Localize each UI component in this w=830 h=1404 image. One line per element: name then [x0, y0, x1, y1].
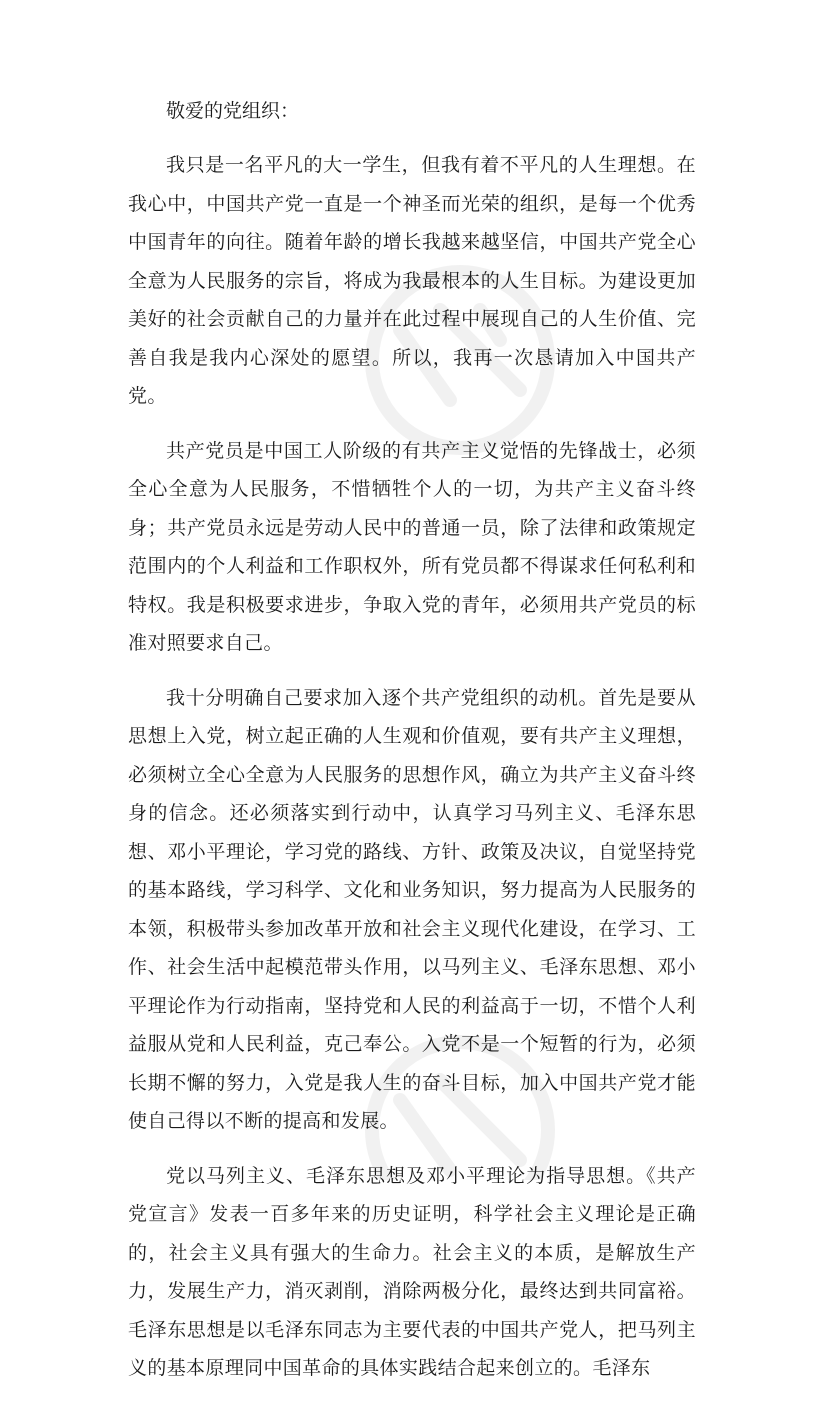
- salutation: 敬爱的党组织：: [166, 100, 300, 122]
- paragraph-4: 党以马列主义、毛泽东思想及邓小平理论为指导思想。《共产党宣言》发表一百多年来的历史证明，科学社会主义理论是正确的，社会主义具有强大的生命力。社会主义的本质，是解放生产力，发展生产力，消灭剥削，消除两极分化，最终达到共同富裕。毛泽东思想是以毛泽东同志为主要代表的中国共产党人，把马列主义的基本原理同中国革命的具体实践结合起来创立的。毛泽东: [128, 1164, 696, 1379]
- paragraph-1: 我只是一名平凡的大一学生，但我有着不平凡的人生理想。在我心中，中国共产党一直是一个神圣而光荣的组织，是每一个优秀中国青年的向往。随着年龄的增长我越来越坚信，中国共产党全心全意为人民服务的宗旨，将成为我最根本的人生目标。为建设更加美好的社会贡献自己的力量并在此过程中展现自己的人生价值、完善自我是我内心深处的愿望。所以，我再一次恳请加入中国共产党。: [128, 154, 696, 407]
- letter-body: [128, 92, 696, 1404]
- paragraph-3: 我十分明确自己要求加入逐个共产党组织的动机。首先是要从思想上入党，树立起正确的人生观和价值观，要有共产主义理想，必须树立全心全意为人民服务的思想作风，确立为共产主义奋斗终身的信念。还必须落实到行动中，认真学习马列主义、毛泽东思想、邓小平理论，学习党的路线、方针、政策及决议，自觉坚持党的基本路线，学习科学、文化和业务知识，努力提高为人民服务的本领，积极带头参加改革开放和社会主义现代化建设，在学习、工作、社会生活中起模范带头作用，以马列主义、毛泽东思想、邓小平理论作为行动指南，坚持党和人民的利益高于一切，不惜个人利益服从党和人民利益，克己奉公。入党不是一个短暂的行为，必须长期不懈的努力，入党是我人生的奋斗目标，加入中国共产党才能使自己得以不断的提高和发展。: [128, 686, 696, 1132]
- paragraph-2: 共产党员是中国工人阶级的有共产主义觉悟的先锋战士，必须全心全意为人民服务，不惜牺牲个人的一切，为共产主义奋斗终身；共产党员永远是劳动人民中的普通一员，除了法律和政策规定范围内的个人利益和工作职权外，所有党员都不得谋求任何私利和特权。我是积极要求进步，争取入党的青年，必须用共产党员的标准对照要求自己。: [128, 439, 696, 654]
